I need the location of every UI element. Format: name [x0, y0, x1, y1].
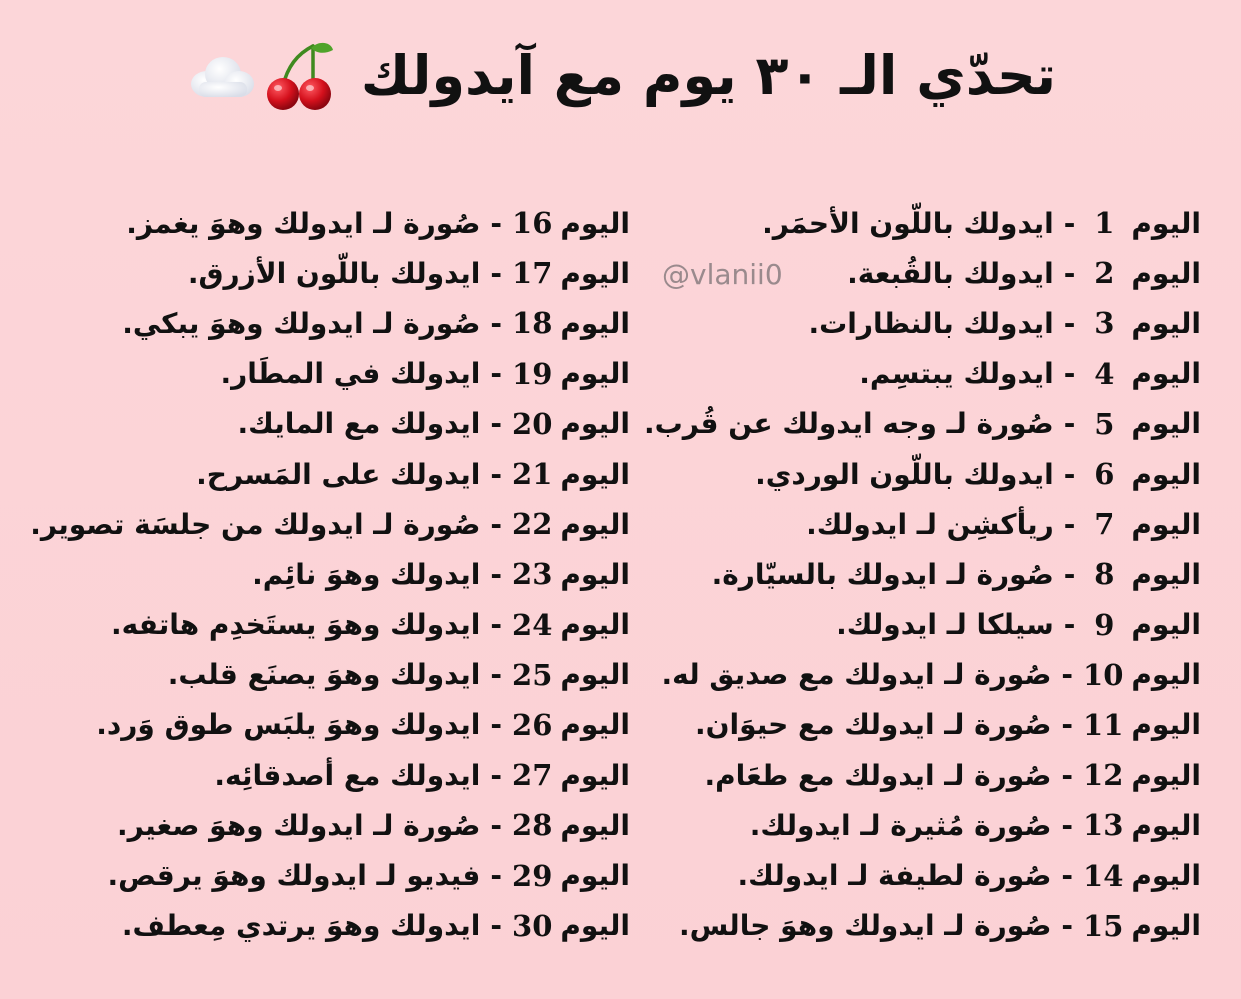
day-label: اليوم	[560, 758, 630, 792]
day-row	[16, 800, 630, 850]
day-task: ايدولك باللّون الوردي.	[755, 457, 1054, 491]
day-task: ايدولك على المَسرح.	[196, 457, 481, 491]
day-row	[16, 850, 630, 900]
day-row	[601, 198, 1201, 248]
day-task: ايدولك مع أصدقائِه.	[214, 758, 481, 792]
day-label: اليوم	[1131, 859, 1201, 893]
day-separator: -	[1063, 306, 1076, 340]
day-number: 12	[1083, 758, 1124, 793]
day-separator: -	[1063, 457, 1076, 491]
day-number: 9	[1094, 607, 1115, 642]
day-separator: -	[1061, 859, 1074, 893]
day-row	[601, 750, 1201, 800]
day-number: 21	[512, 457, 553, 492]
day-row	[601, 800, 1201, 850]
day-label: اليوم	[1131, 909, 1201, 943]
day-number: 14	[1083, 858, 1124, 893]
day-row	[601, 349, 1201, 399]
day-separator: -	[490, 758, 503, 792]
day-task: صُورة لـ ايدولك وهوَ صغير.	[117, 808, 481, 842]
day-task: صُورة مُثيرة لـ ايدولك.	[749, 808, 1052, 842]
day-task: ايدولك وهوَ يلبَس طوق وَرد.	[96, 708, 481, 742]
day-number: 5	[1094, 406, 1115, 441]
day-number: 11	[1083, 707, 1124, 742]
day-row	[16, 198, 630, 248]
day-number: 13	[1083, 808, 1124, 843]
day-row	[601, 850, 1201, 900]
day-number: 23	[512, 557, 553, 592]
day-label: اليوم	[560, 557, 630, 591]
day-separator: -	[1063, 206, 1076, 240]
day-separator: -	[1061, 708, 1074, 742]
day-task: ايدولك وهوَ نائِم.	[252, 557, 481, 591]
day-label: اليوم	[1131, 808, 1201, 842]
day-row	[601, 449, 1201, 499]
day-separator: -	[1063, 407, 1076, 441]
day-label: اليوم	[1131, 206, 1201, 240]
day-task: صُورة لـ وجه ايدولك عن قُرب.	[643, 407, 1054, 441]
day-separator: -	[490, 557, 503, 591]
day-row	[16, 750, 630, 800]
day-number: 26	[512, 707, 553, 742]
day-task: صُورة لـ ايدولك وهوَ يغمز.	[126, 206, 481, 240]
day-row	[16, 499, 630, 549]
day-row	[16, 700, 630, 750]
day-number: 22	[512, 507, 553, 542]
day-separator: -	[490, 808, 503, 842]
day-label: اليوم	[1131, 306, 1201, 340]
day-separator: -	[490, 859, 503, 893]
emoji-group	[185, 38, 337, 114]
day-row	[16, 449, 630, 499]
day-number: 6	[1094, 457, 1115, 492]
day-label: اليوم	[560, 457, 630, 491]
day-separator: -	[490, 206, 503, 240]
day-number: 27	[512, 758, 553, 793]
day-label: اليوم	[560, 909, 630, 943]
day-number: 25	[512, 657, 553, 692]
day-row	[601, 549, 1201, 599]
day-number: 1	[1094, 206, 1115, 241]
day-separator: -	[490, 708, 503, 742]
day-row	[16, 600, 630, 650]
day-task: ايدولك مع المايك.	[237, 407, 481, 441]
day-row	[16, 399, 630, 449]
day-label: اليوم	[1131, 256, 1201, 290]
day-number: 2	[1094, 256, 1115, 291]
day-number: 4	[1094, 356, 1115, 391]
day-label: اليوم	[560, 507, 630, 541]
day-label: اليوم	[560, 608, 630, 642]
day-task: ايدولك باللّون الأحمَر.	[762, 206, 1054, 240]
day-number: 3	[1094, 306, 1115, 341]
day-label: اليوم	[1131, 407, 1201, 441]
day-row	[16, 901, 630, 951]
day-label: اليوم	[560, 708, 630, 742]
day-separator: -	[1063, 557, 1076, 591]
day-number: 16	[512, 206, 553, 241]
day-task: صُورة لـ ايدولك بالسيّارة.	[711, 557, 1054, 591]
day-number: 8	[1094, 557, 1115, 592]
cherry-icon	[261, 38, 337, 114]
day-task: ايدولك في المطَار.	[220, 357, 481, 391]
day-separator: -	[1061, 658, 1074, 692]
day-task: ايدولك باللّون الأزرق.	[187, 256, 481, 290]
day-number: 17	[512, 256, 553, 291]
day-task: صُورة لـ ايدولك مع صديق له.	[661, 658, 1052, 692]
day-row	[16, 248, 630, 298]
day-row	[16, 298, 630, 348]
day-row	[601, 650, 1201, 700]
day-separator: -	[490, 457, 503, 491]
day-row	[16, 349, 630, 399]
day-label: اليوم	[1131, 708, 1201, 742]
day-number: 10	[1083, 657, 1124, 692]
day-separator: -	[1063, 608, 1076, 642]
day-number: 29	[512, 858, 553, 893]
day-label: اليوم	[560, 407, 630, 441]
day-label: اليوم	[1131, 557, 1201, 591]
day-task: ايدولك بالنظارات.	[808, 306, 1054, 340]
watermark: @vlanii0	[662, 258, 783, 291]
day-label: اليوم	[560, 306, 630, 340]
day-task: ريأكشِن لـ ايدولك.	[806, 507, 1054, 541]
day-separator: -	[490, 407, 503, 441]
days-column-right	[601, 198, 1201, 951]
day-task: ايدولك وهوَ يرتدي مِعطف.	[121, 909, 481, 943]
day-row	[601, 248, 1201, 298]
day-separator: -	[1061, 909, 1074, 943]
day-task: سيلكا لـ ايدولك.	[836, 608, 1054, 642]
day-label: اليوم	[1131, 507, 1201, 541]
cloud-icon	[185, 50, 257, 102]
day-number: 18	[512, 306, 553, 341]
day-label: اليوم	[1131, 658, 1201, 692]
day-label: اليوم	[560, 206, 630, 240]
day-number: 15	[1083, 908, 1124, 943]
day-separator: -	[490, 909, 503, 943]
day-number: 7	[1094, 507, 1115, 542]
day-label: اليوم	[1131, 608, 1201, 642]
header	[0, 26, 1241, 126]
day-row	[601, 700, 1201, 750]
day-separator: -	[1061, 758, 1074, 792]
day-row	[601, 600, 1201, 650]
days-column-left	[16, 198, 630, 951]
day-label: اليوم	[560, 658, 630, 692]
day-task: صُورة لـ ايدولك وهوَ جالس.	[678, 909, 1052, 943]
day-number: 30	[512, 908, 553, 943]
day-task: صُورة لـ ايدولك من جلسَة تصوير.	[30, 507, 481, 541]
day-separator: -	[490, 658, 503, 692]
day-row	[601, 499, 1201, 549]
day-number: 19	[512, 356, 553, 391]
day-task: ايدولك بالقُبعة.	[847, 256, 1054, 290]
page-title: تحدّي الـ ٣٠ يوم مع آيدولك	[360, 44, 1057, 107]
day-task: ايدولك وهوَ يستَخدِم هاتفه.	[110, 608, 481, 642]
day-row	[601, 901, 1201, 951]
day-separator: -	[490, 507, 503, 541]
day-label: اليوم	[560, 859, 630, 893]
day-task: صُورة لـ ايدولك مع طعَام.	[704, 758, 1052, 792]
day-separator: -	[1063, 357, 1076, 391]
day-task: صُورة لـ ايدولك مع حيوَان.	[695, 708, 1052, 742]
day-number: 24	[512, 607, 553, 642]
day-task: ايدولك وهوَ يصنَع قلب.	[167, 658, 481, 692]
day-separator: -	[1063, 507, 1076, 541]
day-label: اليوم	[560, 256, 630, 290]
day-separator: -	[490, 306, 503, 340]
day-number: 20	[512, 406, 553, 441]
day-task: صُورة لـ ايدولك وهوَ يبكي.	[122, 306, 481, 340]
day-label: اليوم	[560, 808, 630, 842]
day-task: ايدولك يبتسِم.	[859, 357, 1054, 391]
day-separator: -	[490, 357, 503, 391]
day-row	[601, 399, 1201, 449]
day-separator: -	[490, 608, 503, 642]
day-separator: -	[1061, 808, 1074, 842]
day-row	[601, 298, 1201, 348]
day-task: صُورة لطيفة لـ ايدولك.	[737, 859, 1052, 893]
day-row	[16, 549, 630, 599]
day-task: فيديو لـ ايدولك وهوَ يرقص.	[107, 859, 481, 893]
day-number: 28	[512, 808, 553, 843]
day-row	[16, 650, 630, 700]
day-label: اليوم	[560, 357, 630, 391]
day-label: اليوم	[1131, 357, 1201, 391]
day-label: اليوم	[1131, 457, 1201, 491]
day-separator: -	[1063, 256, 1076, 290]
day-label: اليوم	[1131, 758, 1201, 792]
day-separator: -	[490, 256, 503, 290]
